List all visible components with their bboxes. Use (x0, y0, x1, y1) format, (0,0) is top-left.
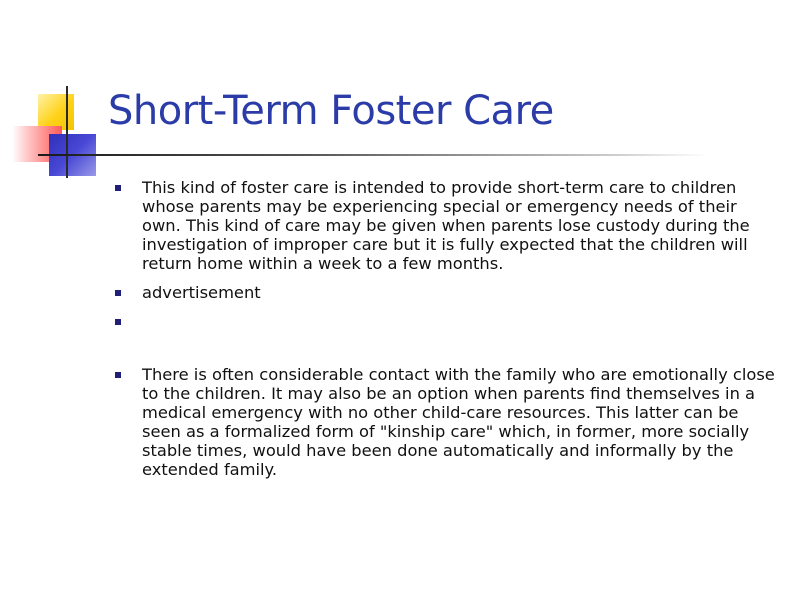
bullet-text: There is often considerable contact with the family who are emotionally close to the children. It may also be an option when parents find themselves in a medical emergency with no other child-care resources. This latter can be seen as a formalized form of "kinship care" which, in former, more socially stable times, would have been done automatically and informally by the extended family. (142, 365, 775, 479)
bullet-square-icon (115, 290, 121, 296)
bullet-square-icon (115, 319, 121, 325)
decorative-vertical-line (66, 86, 68, 178)
bullet-item-advertisement (112, 283, 778, 302)
bullet-square-icon (115, 185, 121, 191)
bullet-text: advertisement (142, 283, 261, 302)
bullet-item-intro (112, 178, 778, 273)
bullet-item-empty (112, 312, 778, 331)
bullet-list (112, 178, 778, 479)
slide-title: Short-Term Foster Care (108, 88, 554, 134)
bullet-square-icon (115, 372, 121, 378)
title-underline (38, 154, 708, 156)
bullet-text: This kind of foster care is intended to provide short-term care to children whose parents may be experiencing special or emergency needs of their own. This kind of care may be given when parents lose custody during the investigation of improper care but it is fully expected that the children will return home within a week to a few months. (142, 178, 750, 273)
slide-body (112, 178, 778, 489)
bullet-item-contact (112, 365, 778, 479)
decorative-yellow-square (38, 94, 74, 130)
